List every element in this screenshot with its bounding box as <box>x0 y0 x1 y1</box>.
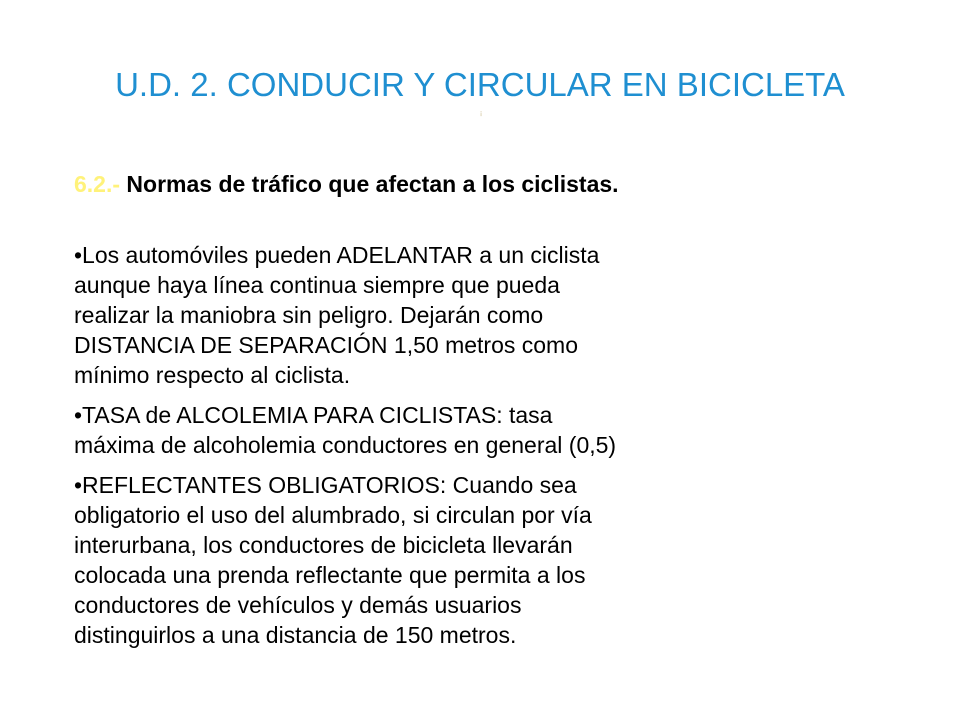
bullet-list <box>74 240 894 660</box>
bullet-alcoholemia: •TASA de ALCOLEMIA PARA CICLISTAS: tasa máxima de alcoholemia conductores en general (0,5) <box>74 402 617 458</box>
section-number: 6.2.- <box>74 171 121 197</box>
bullet-reflectantes: •REFLECTANTES OBLIGATORIOS: Cuando sea obligatorio el uso del alumbrado, si circulan por vía interurbana, los conductores de bicicleta llevarán colocada una prenda reflectante que permita a los conductores de vehículos y demás usuarios distinguirlos a una distancia de 150 metros. <box>74 472 592 648</box>
title-mark: ¡ <box>479 110 483 117</box>
section-heading-text: Normas de tráfico que afectan a los ciclistas. <box>120 171 619 197</box>
bullet-adelantar: •Los automóviles pueden ADELANTAR a un ciclista aunque haya línea continua siempre que pueda realizar la maniobra sin peligro. Dejarán como DISTANCIA DE SEPARACIÓN 1,50 metros como mínimo respecto al ciclista. <box>74 242 600 388</box>
section-heading <box>74 164 619 204</box>
slide-title: U.D. 2. CONDUCIR Y CIRCULAR EN BICICLETA <box>115 66 845 103</box>
